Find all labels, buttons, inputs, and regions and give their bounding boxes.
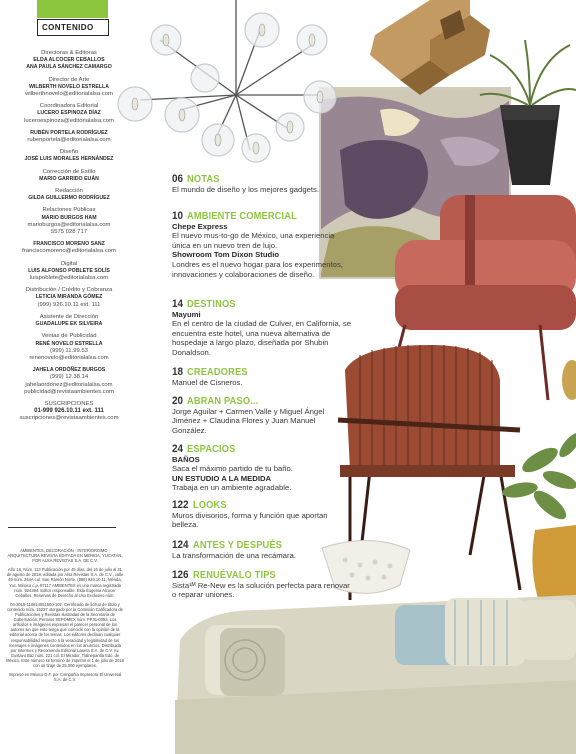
credit-name: RENÉ NOVELO ESTRELLA <box>35 340 103 347</box>
credit-contact: (999) 12.38.14 <box>49 374 89 381</box>
credit-role: Asistente de Dirección <box>39 313 99 320</box>
credit-role: Coordinadora Editorial <box>39 103 99 110</box>
credit-name: LUIS ALFONSO POBLETE SOLÍS <box>28 267 110 274</box>
toc-entry-heading <box>172 571 352 581</box>
credit-contact: wilberthnovelo@editorialalsa.com <box>25 91 113 98</box>
toc-entry[interactable] <box>172 541 352 560</box>
masthead-credits <box>0 50 138 428</box>
credit-group <box>0 149 138 163</box>
credit-role: Director de Arte <box>48 76 90 83</box>
legal-paragraph: Año 16, Núm. 113 Publicación por 45 días, del 16 de julio al 31 de agosto de 2018, editada por Alsa Revistas S.A. de C.V., calle 49 núm. 264A col. San Ramón Norte, (999) 926.10.11, Mérida, Yuc. México c.p. 97117 AMBIENTES es una marca registrada núm. 924394. Editor responsable: Elda Eugenia Alcocer Ceballos. Reservas de Derecho al Uso Exclusivo núm. <box>6 567 124 598</box>
chandelier-globes <box>118 13 336 162</box>
toc-page-number: 06 <box>172 173 184 185</box>
credit-group <box>0 287 138 309</box>
credit-contact: suscripciones@revistaambientes.com <box>19 415 119 422</box>
toc-subheading: BAÑOS <box>172 454 200 464</box>
toc-entry-heading <box>172 541 352 551</box>
toc-section-title: NOTAS <box>187 173 220 185</box>
credit-role: Directoras & Editoras <box>41 50 97 56</box>
credit-contact: franciscomoreno@editorialalsa.com <box>22 248 116 255</box>
toc-entry[interactable] <box>172 300 352 358</box>
credit-name: MARIO GARRIDO EUÁN <box>39 175 99 182</box>
toc-section-title: AMBIENTE COMERCIAL <box>187 210 298 222</box>
credit-name: RUBÉN PORTELA RODRÍGUEZ <box>30 129 108 136</box>
credit-contact: marioburgos@editorialalsa.com <box>27 221 111 228</box>
toc-entry-heading <box>172 501 352 511</box>
toc-section-title: RENUÉVALO TIPS <box>193 569 277 581</box>
credit-name: JAHELA ORDÓÑEZ BURGOS <box>32 367 106 374</box>
toc-section-title: ABRAN PASO... <box>187 395 259 407</box>
section-label: CONTENIDO <box>37 19 109 36</box>
credit-name: GUADALUPE EK SILVEIRA <box>35 321 103 328</box>
subscription-phone: 01-999 926.10.11 ext. 111 <box>34 408 104 415</box>
credit-contact: 5575 028 717 <box>50 229 88 236</box>
credit-contact: jahelaordonez@editorialalsa.com <box>25 381 113 388</box>
toc-description: Saca el máximo partido de tu baño. <box>172 464 293 474</box>
toc-section-title: LOOKS <box>193 499 228 511</box>
toc-entry[interactable] <box>172 445 352 493</box>
toc-section-title: CREADORES <box>187 366 248 378</box>
credit-contact: (999) 11.99.53 <box>50 347 88 354</box>
toc-section-title: ANTES Y DESPUÉS <box>193 539 283 551</box>
credit-group <box>0 261 138 283</box>
toc-description: Muros divisorios, forma y función que aportan belleza. <box>172 510 328 530</box>
toc-entry[interactable] <box>172 175 352 194</box>
divider-rule <box>8 527 116 528</box>
toc-description: Londres es el nuevo hogar para los experimentos, innovaciones y colaboraciones de diseño. <box>172 259 343 279</box>
toc-entry[interactable] <box>172 501 352 530</box>
credit-contact: (999) 926.10.11 ext. 111 <box>37 301 101 308</box>
credit-role: Relaciones Públicas <box>42 207 96 214</box>
credit-name: LETICIA MIRANDA GÓMEZ <box>35 294 103 301</box>
credit-group <box>0 401 138 423</box>
credit-role: Digital <box>60 260 78 267</box>
credit-contact: renenovelo@editorialalsa.com <box>29 354 109 361</box>
gold-vase-with-leaves <box>501 360 576 605</box>
credit-group <box>0 188 138 202</box>
toc-subheading: Chepe Express <box>172 221 228 231</box>
toc-page-number: 122 <box>172 499 189 511</box>
toc-description: Trabaja en un ambiente agradable. <box>172 483 292 493</box>
toc-section-title: ESPACIOS <box>187 443 236 455</box>
toc-description: En el centro de la ciudad de Culver, en California, se encuentra este hotel, una nueva alternativa de hospedaje a largo plazo, diseñada por Shubin Donaldson. <box>172 319 352 357</box>
credit-group <box>0 367 138 396</box>
toc-entry-heading <box>172 445 352 455</box>
credit-contact: luceroespinoza@editorialalsa.com <box>24 117 114 124</box>
toc-section-title: DESTINOS <box>187 298 236 310</box>
credit-role: Redacción <box>55 188 83 195</box>
toc-entry-heading <box>172 397 352 407</box>
credit-group <box>0 241 138 255</box>
credit-name: MARIO BURGOS HAM <box>41 214 97 221</box>
toc-page-number: 24 <box>172 443 184 455</box>
toc-subheading: Mayumi <box>172 309 201 319</box>
credit-name: ANA PAULA SÁNCHEZ CAMARGO <box>26 64 112 71</box>
toc-entry[interactable] <box>172 368 352 387</box>
toc-entry[interactable] <box>172 397 352 435</box>
credit-contact: publicidad@revistaambientes.com <box>24 388 114 395</box>
credit-group <box>0 77 138 99</box>
toc-entry-heading <box>172 300 352 310</box>
credit-group <box>0 314 138 328</box>
credit-role: Distribución / Crédito y Cobranza <box>25 287 113 294</box>
toc-entry-heading <box>172 368 352 378</box>
credit-name: FRANCISCO MORENO SANZ <box>33 241 105 248</box>
credit-contact: rubenportela@editorialalsa.com <box>27 137 111 144</box>
credit-role: Ventas de Publicidad <box>41 333 97 340</box>
cork-sculpture <box>370 0 490 95</box>
toc-subheading: UN ESTUDIO A LA MEDIDA <box>172 473 272 483</box>
toc-entry-heading <box>172 175 352 185</box>
toc-entry-heading <box>172 212 352 222</box>
credit-name: GILDA GUILLERMO RODRÍGUEZ <box>28 195 110 202</box>
toc-description: El nuevo mus-to-go de México, una experiencia única en un nuevo tren de lujo. <box>172 231 335 250</box>
credit-group <box>0 169 138 183</box>
toc-entry[interactable] <box>172 212 352 279</box>
toc-description: Sista¹ᴹ Re-New es la solución perfecta para renovar o reparar uniones. <box>172 580 350 600</box>
toc-entry[interactable] <box>172 571 352 600</box>
credit-contact: luispoblete@editorialalsa.com <box>29 275 109 282</box>
credit-group <box>0 207 138 236</box>
credit-group <box>0 333 138 362</box>
credit-name: JOSÉ LUIS MORALES HERNÁNDEZ <box>24 156 114 163</box>
credit-name: ELDA ALCOCER CEBALLOS <box>33 57 105 64</box>
toc-description: Manuel de Cisneros. <box>172 377 243 387</box>
legal-paragraph: Impreso en México D.F. por Compañía Impresora El Universal S.A. de C.V. <box>8 672 122 683</box>
toc-description: Jorge Aguilar + Carmen Valle y Miguel Ángel Jiménez + Claudina Flores y Juan Manuel González. <box>172 406 325 435</box>
credit-role: Diseño <box>59 149 79 156</box>
linen-sofa <box>175 595 576 754</box>
toc-page-number: 124 <box>172 539 189 551</box>
toc-subheading: Showroom Tom Dixon Studio <box>172 250 280 260</box>
credit-role: SUSCRIPCIONES <box>44 400 94 407</box>
toc-page-number: 20 <box>172 395 184 407</box>
toc-description: La transformación de una recámara. <box>172 550 296 560</box>
credit-name: WILBERTH NOVELO ESTRELLA <box>28 83 109 90</box>
toc-page-number: 18 <box>172 366 184 378</box>
legal-paragraph: 04-2015-110814051600-102. Certificado de licitud de título y contenido núm. 15237 otorgado por la Comisión Calificadora de Publicaciones y Revistas Ilustradas de la Secretaría de Gobernación. Permiso SEPOMEX núm. PP31-0053. Los artículos e imágenes expresan el parecer personal de los autores sin que esto tenga que coincidir con la opinión de la editorial acerca de los temas. Los editores declinan cualquier responsabilidad respecto a la veracidad y legitimidad de los mensajes e imágenes contenidos en los anuncios. Distribuida por Intermex y Recomendo Editorial Lasera S.A. de C.V. Av. Gustavo Baz núm. 221 col. El Mirador, Tlalnepantla Edo. de México. Este número se terminó de imprimir el 1 de julio de 2018 con un tiraje de 25,000 ejemplares. <box>6 601 124 668</box>
credit-group <box>0 103 138 125</box>
credit-group <box>0 130 138 144</box>
toc-page-number: 10 <box>172 210 184 222</box>
credit-group <box>0 50 138 72</box>
credit-name: LUCERO ESPINOZA DÍAZ <box>37 110 101 117</box>
legal-paragraph: AMBIENTES, DECORACIÓN · INTERIORISMO · ARQUITECTURA REVISTA EDITADA EN MÉRIDA, YUCATÁN, POR ALSA REVISTAS S.A. DE C.V. <box>7 548 123 564</box>
credit-role: Corrección de Estilo <box>42 168 96 175</box>
legal-notice <box>6 548 124 686</box>
toc-page-number: 126 <box>172 569 189 581</box>
toc-description: El mundo de diseño y los mejores gadgets. <box>172 184 320 194</box>
toc-page-number: 14 <box>172 298 184 310</box>
